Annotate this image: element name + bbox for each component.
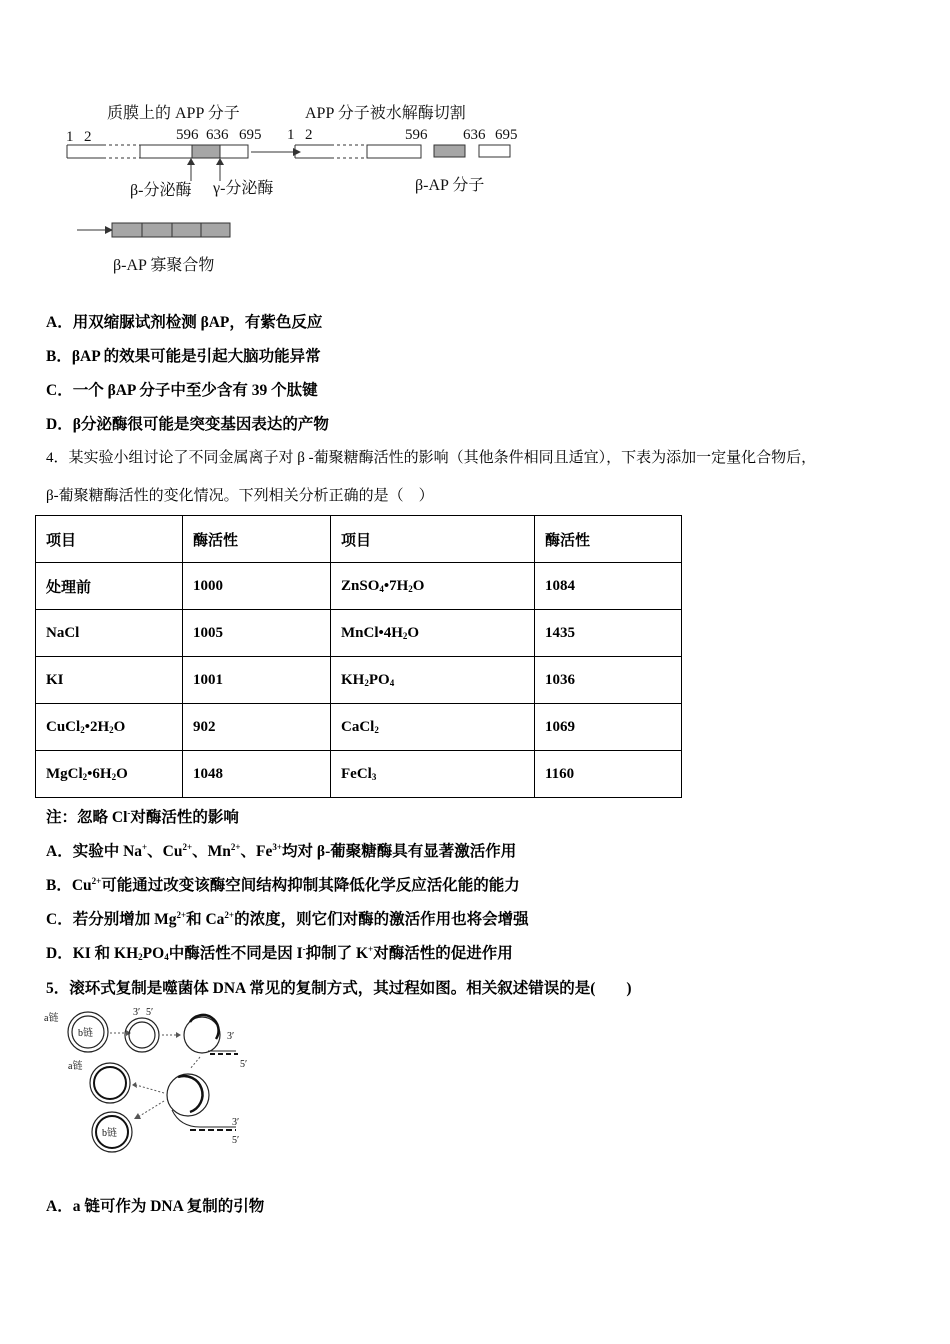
- header-activity-1: 酶活性: [183, 516, 331, 563]
- cell-activity: 1036: [535, 657, 682, 704]
- beta-ap-molecule-label: β-AP 分子: [415, 177, 485, 194]
- right-pos-596: 596: [405, 127, 428, 143]
- left-title: 质膜上的 APP 分子: [107, 105, 240, 122]
- a-chain-label-2: a链: [68, 1061, 83, 1072]
- enzyme-activity-table: [35, 515, 682, 798]
- cell-activity: 1084: [535, 563, 682, 610]
- cell-activity: 1000: [183, 563, 331, 610]
- c2-3prime: 3′: [133, 1007, 141, 1018]
- oligomer-bar: [112, 223, 230, 237]
- oligomer-arrow: [77, 226, 113, 234]
- c5-5prime: 5′: [232, 1135, 240, 1146]
- cell-item: 处理前: [36, 563, 183, 610]
- table-header-row: [36, 516, 682, 563]
- cell-item: KI: [36, 657, 183, 704]
- cell-activity: 1069: [535, 704, 682, 751]
- cell-item: CaCl$_2$: [331, 704, 535, 751]
- left-pos-2: 2: [84, 129, 92, 145]
- cell-item: $KH_2PO_4$: [331, 657, 535, 704]
- cleaved-fragments: [295, 145, 510, 158]
- b-chain-label-2: b链: [102, 1128, 117, 1139]
- cell-activity: 902: [183, 704, 331, 751]
- header-item-2: 项目: [331, 516, 535, 563]
- gamma-secretase-label: γ-分泌酶: [213, 180, 274, 197]
- oligomer-label: β-AP 寡聚合物: [113, 257, 215, 274]
- right-pos-695: 695: [495, 127, 518, 143]
- app-molecule-bar: [67, 145, 248, 158]
- cell-item: $CuCl_2•2H_2O$: [36, 704, 183, 751]
- c5-3prime: 3′: [232, 1117, 240, 1128]
- q3-option-b: B．βAP 的效果可能是引起大脑功能异常: [46, 348, 321, 365]
- q5-stem: 5．滚环式复制是噬菌体 DNA 常见的复制方式，其过程如图。相关叙述错误的是( ): [46, 980, 632, 997]
- cell-activity: 1435: [535, 610, 682, 657]
- b-chain-label: b链: [78, 1028, 93, 1039]
- q3-option-a: A．用双缩脲试剂检测 βAP，有紫色反应: [46, 314, 323, 331]
- cell-item: FeCl$_3$: [331, 751, 535, 798]
- q4-option-a: A．实验中 Na+、$Cu^{2+}$、$Mn^{2+}$、$Fe^{3+}$均对 β-葡聚糖酶具有显著激活作用: [46, 842, 517, 860]
- table-row: [36, 563, 682, 610]
- table-row: [36, 751, 682, 798]
- app-cleavage-diagram: [55, 95, 535, 285]
- beta-secretase-label: β-分泌酶: [130, 182, 192, 199]
- table-row: [36, 610, 682, 657]
- enzyme-up-arrows: [187, 158, 224, 181]
- cell-item: $MnCl•4H_2O$: [331, 610, 535, 657]
- q3-option-d: D．β分泌酶很可能是突变基因表达的产物: [46, 416, 329, 433]
- right-pos-636: 636: [463, 127, 486, 143]
- left-pos-1: 1: [66, 129, 74, 145]
- right-title: APP 分子被水解酶切割: [305, 105, 466, 122]
- q4-option-d: D．KI 和 $KH_2PO_4$中酶活性不同是因 I-抑制了 K+对酶活性的促进作用: [46, 944, 513, 962]
- rolling-circle-diagram: [40, 1005, 260, 1155]
- c3-5prime: 5′: [240, 1059, 248, 1070]
- a-chain-label: a链: [44, 1013, 59, 1024]
- c3-3prime: 3′: [227, 1031, 235, 1042]
- q4-stem-line2: β-葡聚糖酶活性的变化情况。下列相关分析正确的是（ ）: [46, 488, 434, 504]
- q4-stem-line1: 4．某实验小组讨论了不同金属离子对 β -葡聚糖酶活性的影响（其他条件相同且适宜），下表为添加一定量化合物后，: [46, 450, 817, 466]
- c2-5prime: 5′: [146, 1007, 154, 1018]
- q4-option-b: B．$Cu^{2+}$可能通过改变该酶空间结构抑制其降低化学反应活化能的能力: [46, 876, 520, 894]
- table-row: [36, 704, 682, 751]
- cell-activity: 1005: [183, 610, 331, 657]
- q5-option-a: A．a 链可作为 DNA 复制的引物: [46, 1198, 265, 1215]
- cleavage-arrow: [251, 148, 301, 156]
- cell-item: $ZnSO_4•7H_2O$: [331, 563, 535, 610]
- q3-option-c: C．一个 βAP 分子中至少含有 39 个肽键: [46, 382, 318, 399]
- left-pos-695: 695: [239, 127, 262, 143]
- left-pos-596: 596: [176, 127, 199, 143]
- table-row: [36, 657, 682, 704]
- right-pos-1: 1: [287, 127, 295, 143]
- cell-activity: 1160: [535, 751, 682, 798]
- header-item-1: 项目: [36, 516, 183, 563]
- right-pos-2: 2: [305, 127, 313, 143]
- header-activity-2: 酶活性: [535, 516, 682, 563]
- cell-item: $MgCl_2•6H_2O$: [36, 751, 183, 798]
- q4-note: 注：忽略 Cl-对酶活性的影响: [46, 808, 239, 826]
- q4-option-c: C．若分别增加 $Mg^{2+}$和 $Ca^{2+}$的浓度，则它们对酶的激活作用也将会增强: [46, 910, 529, 928]
- cell-activity: 1048: [183, 751, 331, 798]
- left-pos-636: 636: [206, 127, 229, 143]
- cell-activity: 1001: [183, 657, 331, 704]
- cell-item: NaCl: [36, 610, 183, 657]
